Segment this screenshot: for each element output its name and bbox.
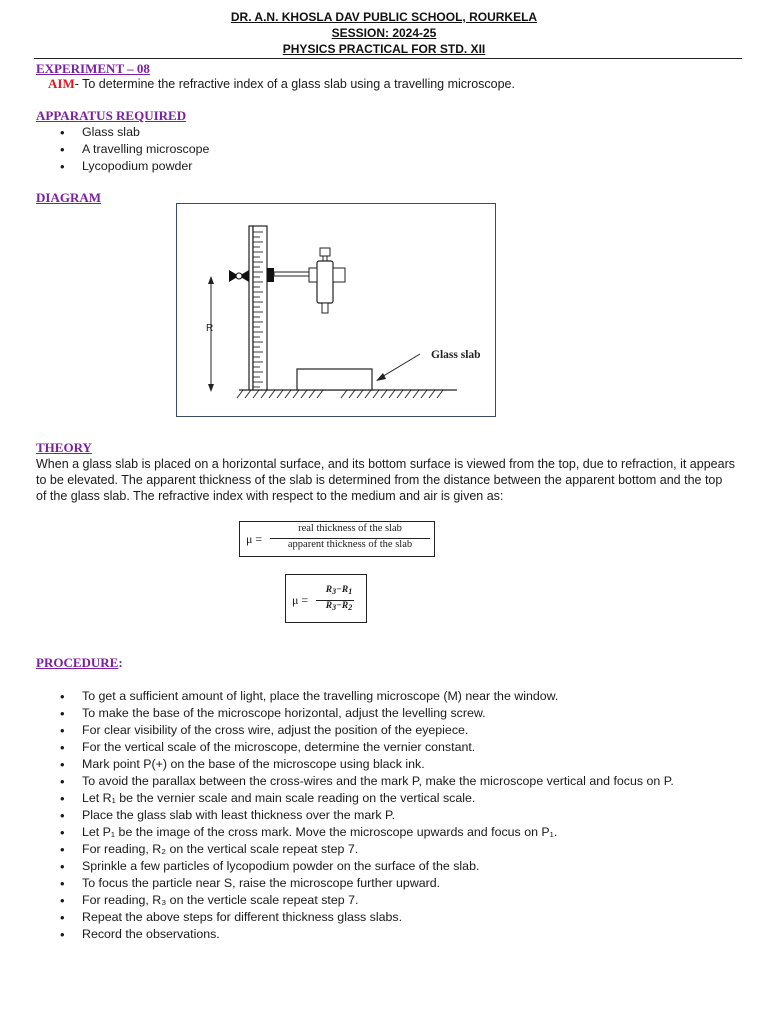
vertical-scale xyxy=(253,226,267,390)
aim-label: AIM xyxy=(48,76,75,91)
apparatus-list xyxy=(36,124,209,175)
list-item: • To make the base of the microscope horizontal, adjust the levelling screw. xyxy=(36,705,674,722)
list-item: • Sprinkle a few particles of lycopodium powder on the surface of the slab. xyxy=(36,858,674,875)
list-item: • Glass slab xyxy=(36,124,209,141)
apparatus-title: APPARATUS REQUIRED xyxy=(36,108,187,123)
formula-numerator: $R_3-R_1$ xyxy=(325,585,353,596)
list-item: • For reading, R₂ on the vertical scale repeat step 7. xyxy=(36,841,674,858)
glass-slab xyxy=(297,369,372,390)
list-item: • Place the glass slab with least thickness over the mark P. xyxy=(36,807,674,824)
subject-title: PHYSICS PRACTICAL FOR STD. XII xyxy=(282,42,486,56)
mu-symbol: μ = xyxy=(246,532,263,546)
school-name: DR. A.N. KHOSLA DAV PUBLIC SCHOOL, ROURKELA xyxy=(230,10,538,24)
r-label: R xyxy=(206,323,214,334)
vernier-slider xyxy=(267,268,274,282)
eyepiece xyxy=(320,248,330,256)
diagram-title: DIAGRAM xyxy=(36,190,101,205)
mu-symbol: μ = xyxy=(292,593,309,607)
list-item: • To get a sufficient amount of light, place the travelling microscope (M) near the window. xyxy=(36,688,674,705)
objective-lens xyxy=(322,303,328,313)
procedure-list xyxy=(36,688,674,943)
formula-readings xyxy=(285,574,367,623)
scale-pillar xyxy=(249,226,253,390)
list-item: • Let R₁ be the vernier scale and main scale reading on the vertical scale. xyxy=(36,790,674,807)
aim xyxy=(48,76,515,92)
list-item: • For the vertical scale of the microscope, determine the vernier constant. xyxy=(36,739,674,756)
experiment-title: EXPERIMENT – 08 xyxy=(36,61,150,76)
travelling-microscope-diagram xyxy=(177,204,495,416)
formula-numerator: real thickness of the slab xyxy=(298,523,402,534)
header-divider xyxy=(34,58,742,59)
session: SESSION: 2024-25 xyxy=(331,26,437,40)
list-item: • Lycopodium powder xyxy=(36,158,209,175)
glass-slab-label: Glass slab xyxy=(431,349,481,361)
microscope-tube xyxy=(317,261,333,303)
list-item: • Let P₁ be the image of the cross mark. Move the microscope upwards and focus on P₁. xyxy=(36,824,674,841)
list-item: • Repeat the above steps for different thickness glass slabs. xyxy=(36,909,674,926)
list-item: • For clear visibility of the cross wire, adjust the position of the eyepiece. xyxy=(36,722,674,739)
ground-hatching xyxy=(237,390,443,398)
theory-text: When a glass slab is placed on a horizontal surface, and its bottom surface is viewed from the top, due to refraction, it appears to be elevated. The apparent thickness of the slab is determined from the distance between the apparent bottom and the top of the glass slab. The refractive index with respect to the medium and air is given as: xyxy=(36,457,735,503)
procedure-title: PROCEDURE: xyxy=(36,655,123,670)
formula-denominator: apparent thickness of the slab xyxy=(287,539,413,550)
list-item: • To focus the particle near S, raise the microscope further upward. xyxy=(36,875,674,892)
list-item: • To avoid the parallax between the cross-wires and the mark P, make the microscope vertical and focus on P. xyxy=(36,773,674,790)
diagram-figure xyxy=(176,203,496,417)
formula-thickness-ratio xyxy=(239,521,435,557)
aim-text: - To determine the refractive index of a glass slab using a travelling microscope. xyxy=(74,77,515,91)
list-item: • For reading, R₃ on the verticle scale repeat step 7. xyxy=(36,892,674,909)
list-item: • A travelling microscope xyxy=(36,141,209,158)
list-item: • Record the observations. xyxy=(36,926,674,943)
list-item: • Mark point P(+) on the base of the microscope using black ink. xyxy=(36,756,674,773)
theory-title: THEORY xyxy=(36,440,92,455)
formula-denominator: $R_3-R_2$ xyxy=(325,601,353,612)
